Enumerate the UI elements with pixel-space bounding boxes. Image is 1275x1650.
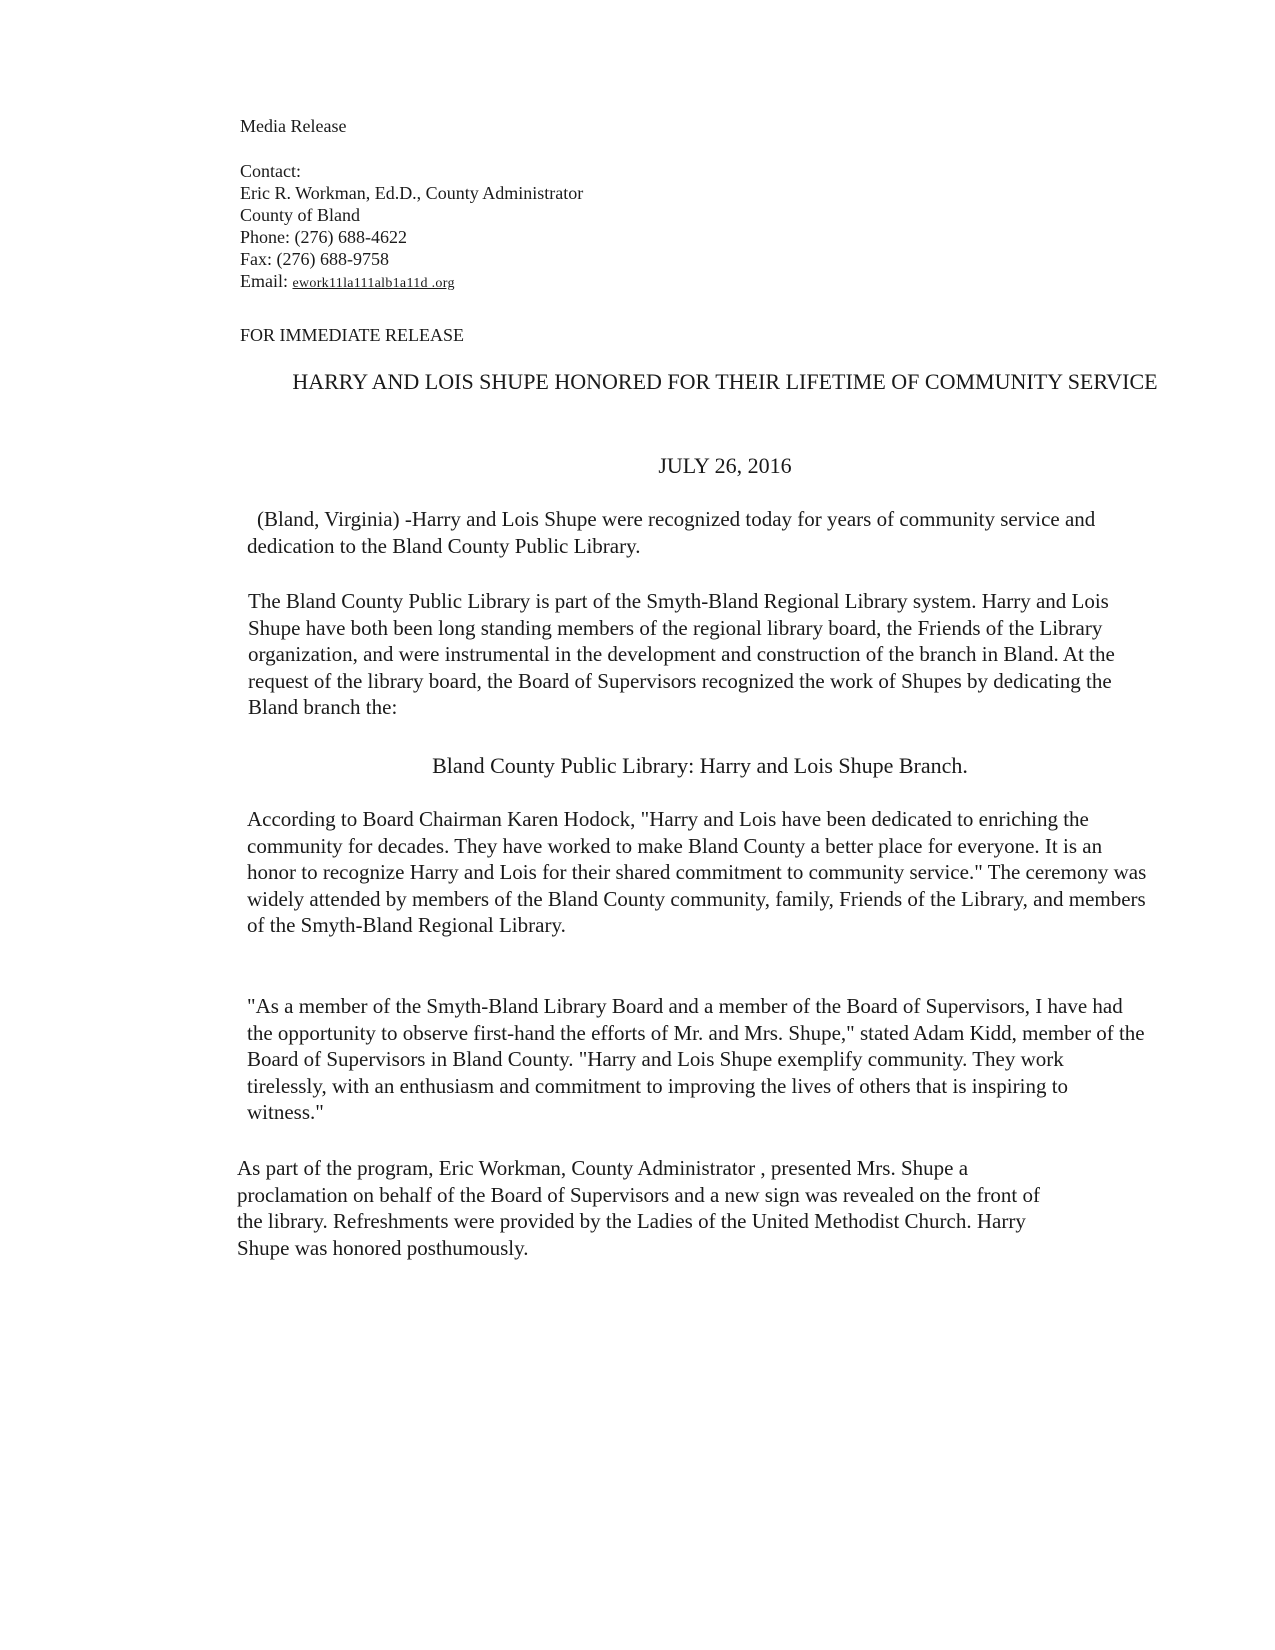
media-release-label: Media Release: [240, 116, 347, 136]
headline: HARRY AND LOIS SHUPE HONORED FOR THEIR LIFETIME OF COMMUNITY SERVICE: [292, 369, 1158, 394]
body-paragraph-program: As part of the program, Eric Workman, County Administrator , presented Mrs. Shupe a proclamation on behalf of the Board of Supervisors and a new sign was revealed on the front of the library. Refreshments were provided by the Ladies of the United Methodist Church. Harry Shupe was honored posthumously.: [237, 1156, 1041, 1260]
contact-block: [240, 160, 583, 295]
contact-label: Contact:: [240, 161, 301, 181]
organization-name: County of Bland: [240, 205, 360, 225]
body-paragraph-intro: [247, 506, 1147, 559]
contact-name: Eric R. Workman, Ed.D., County Administrator: [240, 183, 584, 203]
email-label: Email:: [240, 271, 288, 291]
email-link[interactable]: ework11la111alb1a11d .org: [292, 276, 455, 291]
body-paragraph-chairman-quote: According to Board Chairman Karen Hodock, "Harry and Lois have been dedicated to enriching the community for decades. They have worked to make Bland County a better place for everyone. It is an honor to recognize Harry and Lois for their shared commitment to community service." The ceremony was widely attended by members of the Bland County community, family, Friends of the Library, and members of the Smyth-Bland Regional Library.: [247, 807, 1147, 938]
body-paragraph-intro-text: (Bland, Virginia) -Harry and Lois Shupe were recognized today for years of community service and dedication to the Bland County Public Library.: [247, 507, 1096, 558]
branch-name: Bland County Public Library: Harry and Lois Shupe Branch.: [432, 753, 968, 778]
release-date: JULY 26, 2016: [658, 453, 792, 478]
body-paragraph-library-system: The Bland County Public Library is part of the Smyth-Bland Regional Library system. Harry and Lois Shupe have both been long standing members of the regional library board, the Friends of the Library organization, and were instrumental in the development and construction of the branch in Bland. At the request of the library board, the Board of Supervisors recognized the work of Shupes by dedicating the Bland branch the:: [248, 589, 1115, 720]
phone-number: Phone: (276) 688-4622: [240, 227, 407, 247]
fax-number: Fax: (276) 688-9758: [240, 249, 389, 269]
release-notice: FOR IMMEDIATE RELEASE: [240, 325, 464, 345]
body-paragraph-supervisor-quote: "As a member of the Smyth-Bland Library Board and a member of the Board of Supervisors, I have had the opportunity to observe first-hand the efforts of Mr. and Mrs. Shupe," stated Adam Kidd, member of the Board of Supervisors in Bland County. "Harry and Lois Shupe exemplify community. They work tirelessly, with an enthusiasm and commitment to improving the lives of others that is inspiring to witness.": [247, 994, 1145, 1125]
email-row: [240, 270, 583, 295]
